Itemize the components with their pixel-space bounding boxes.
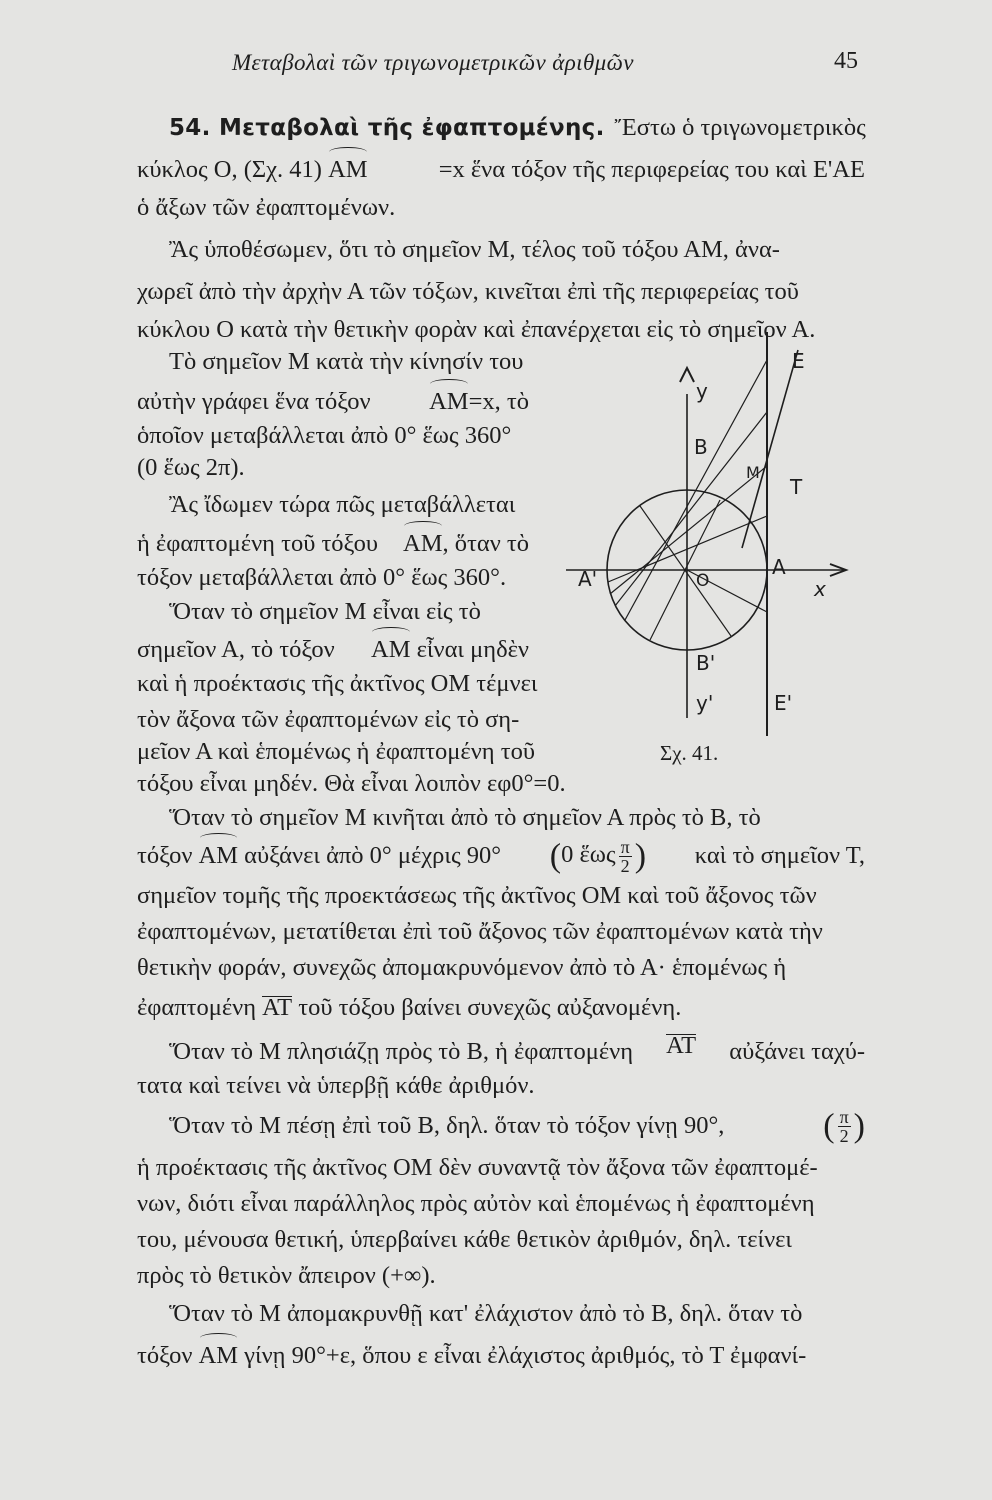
label-O: O xyxy=(696,571,710,591)
text-line: Ὅταν τὸ Μ ἀπομακρυνθῇ κατ' ἐλάχιστον ἀπὸ τὸ Β, δηλ. ὅταν τὸ xyxy=(169,1300,803,1327)
text-line: τόξον ΑΜ αὐξάνει ἀπὸ 0° μέχρις 90° (0 ἕως $\frac{\pi}{2}$ ) καὶ τὸ σημεῖον Τ, xyxy=(137,836,865,876)
label-x: x xyxy=(814,577,826,601)
text-line: Ὅταν τὸ Μ πέσῃ ἐπὶ τοῦ Β, δηλ. ὅταν τὸ τόξον γίνῃ 90°, ( $\frac{\pi}{2}$ ) xyxy=(169,1106,865,1146)
text-line: τόξον μεταβάλλεται ἀπὸ 0° ἕως 360°. xyxy=(137,564,507,591)
text-line: μεῖον Α καὶ ἑπομένως ἡ ἐφαπτομένη τοῦ xyxy=(137,738,535,765)
arc-notation: ΑΜ xyxy=(371,632,410,668)
label-E-prime: E' xyxy=(774,691,793,715)
y-arrow-icon xyxy=(680,368,694,382)
text-line: Ὅταν τὸ σημεῖον Μ κινῆται ἀπὸ τὸ σημεῖον Α πρὸς τὸ Β, τὸ xyxy=(169,804,761,831)
text-line: τόξου εἶναι μηδέν. Θὰ εἶναι λοιπὸν εφ0°=0. xyxy=(137,770,566,797)
arc-notation: ΑΜ xyxy=(328,152,367,188)
fraction: $\frac{\pi}{2}$ xyxy=(620,836,630,876)
section-heading: 54. Μεταβολαὶ τῆς ἐφαπτομένης. xyxy=(169,115,605,141)
label-B-prime: B' xyxy=(696,651,716,675)
ray xyxy=(640,506,731,636)
text-line: θετικὴν φοράν, συνεχῶς ἀπομακρυνόμενον ἀπὸ τὸ Α· ἑπομένως ἡ xyxy=(137,954,787,981)
text-line: νων, διότι εἶναι παράλληλος πρὸς αὐτὸν καὶ ἑπομένως ἡ ἐφαπτομένη xyxy=(137,1190,815,1217)
text-line: Ὅταν τὸ Μ πλησιάζῃ πρὸς τὸ Β, ἡ ἐφαπτομένη ΑΤ αὐξάνει ταχύ- xyxy=(137,1034,865,1070)
text-line: Τὸ σημεῖον Μ κατὰ τὴν κίνησίν του xyxy=(169,348,524,375)
text-line: σημεῖον τομῆς τῆς προεκτάσεως τῆς ἀκτῖνος ΟΜ καὶ τοῦ ἄξονος τῶν xyxy=(137,882,817,909)
segment-notation: ΑΤ xyxy=(666,1034,696,1070)
text-line: τατα καὶ τείνει νὰ ὑπερβῇ κάθε ἀριθμόν. xyxy=(137,1072,535,1099)
figure-41-diagram xyxy=(560,316,870,766)
figure-caption: Σχ. 41. xyxy=(660,741,719,765)
fraction: $\frac{\pi}{2}$ xyxy=(839,1106,849,1146)
text-line: κύκλου Ο κατὰ τὴν θετικὴν φορὰν καὶ ἐπανέρχεται εἰς τὸ σημεῖον Α. xyxy=(137,316,816,343)
text-line: τὸν ἄξονα τῶν ἐφαπτομένων εἰς τὸ ση- xyxy=(137,706,520,733)
label-A: A xyxy=(772,555,786,579)
page-number: 45 xyxy=(834,48,858,74)
text-line: Ἂς ὑποθέσωμεν, ὅτι τὸ σημεῖον Μ, τέλος τοῦ τόξου ΑΜ, ἀνα- xyxy=(169,236,780,263)
text-line: ἐφαπτομένων, μετατίθεται ἐπὶ τοῦ ἄξονος τῶν ἐφαπτομένων κατὰ τὴν xyxy=(137,918,823,945)
ray xyxy=(615,412,767,606)
page-header xyxy=(0,44,992,84)
arc-notation: ΑΜ xyxy=(199,838,238,874)
text-line: καὶ ἡ προέκτασις τῆς ἀκτῖνος ΟΜ τέμνει xyxy=(137,670,538,697)
text-line: Ὅταν τὸ σημεῖον Μ εἶναι εἰς τὸ xyxy=(169,598,481,625)
segment-notation: ΑΤ xyxy=(262,994,293,1021)
text-line: (0 ἕως 2π). xyxy=(137,454,245,481)
label-B: B xyxy=(694,435,708,459)
arc-notation: ΑΜ xyxy=(403,526,442,562)
text-line: του, μένουσα θετική, ὑπερβαίνει κάθε θετικὸν ἀριθμόν, δηλ. τείνει xyxy=(137,1226,793,1253)
label-y-prime: y' xyxy=(696,691,714,715)
text-line: χωρεῖ ἀπὸ τὴν ἀρχὴν Α τῶν τόξων, κινεῖται ἐπὶ τῆς περιφερείας τοῦ xyxy=(137,278,799,305)
slope-line xyxy=(742,350,798,548)
label-A-prime: A' xyxy=(578,567,598,591)
text-line: Ἂς ἴδωμεν τώρα πῶς μεταβάλλεται xyxy=(169,491,516,518)
text-line: ἐφαπτομένη ΑΤ τοῦ τόξου βαίνει συνεχῶς αὐξανομένη. xyxy=(137,994,682,1021)
text-line: 54. Μεταβολαὶ τῆς ἐφαπτομένης. Ἔστω ὁ τριγωνομετρικὸς xyxy=(137,110,865,146)
label-T: T xyxy=(790,475,803,499)
text-line: κύκλος Ο, (Σχ. 41) ΑΜ =x ἕνα τόξον τῆς περιφερείας του καὶ Ε'ΑΕ xyxy=(137,152,865,188)
text-line: ὁποῖον μεταβάλλεται ἀπὸ 0° ἕως 360° xyxy=(137,422,512,449)
text-line: ἡ προέκτασις τῆς ἀκτῖνος ΟΜ δὲν συναντᾷ τὸν ἄξονα τῶν ἐφαπτομέ- xyxy=(137,1154,818,1181)
text-line: πρὸς τὸ θετικὸν ἄπειρον (+∞). xyxy=(137,1262,436,1289)
text-line: αὐτὴν γράφει ἕνα τόξον ΑΜ=x, τὸ xyxy=(137,384,529,420)
text-line: τόξον ΑΜ γίνῃ 90°+ε, ὅπου ε εἶναι ἐλάχιστος ἀριθμός, τὸ Τ ἐμφανί- xyxy=(137,1338,865,1374)
text-line: σημεῖον Α, τὸ τόξον ΑΜ εἶναι μηδὲν xyxy=(137,632,529,668)
label-y: y xyxy=(696,379,708,403)
text-line: ὁ ἄξων τῶν ἐφαπτομένων. xyxy=(137,194,396,221)
running-title: Μεταβολαὶ τῶν τριγωνομετρικῶν ἀριθμῶν xyxy=(232,50,634,75)
arc-notation: ΑΜ xyxy=(199,1338,238,1374)
text-line: ἡ ἐφαπτομένη τοῦ τόξου ΑΜ, ὅταν τὸ xyxy=(137,526,529,562)
label-E: E xyxy=(792,349,805,373)
arc-notation: ΑΜ xyxy=(429,384,468,420)
label-M: M xyxy=(746,463,760,482)
